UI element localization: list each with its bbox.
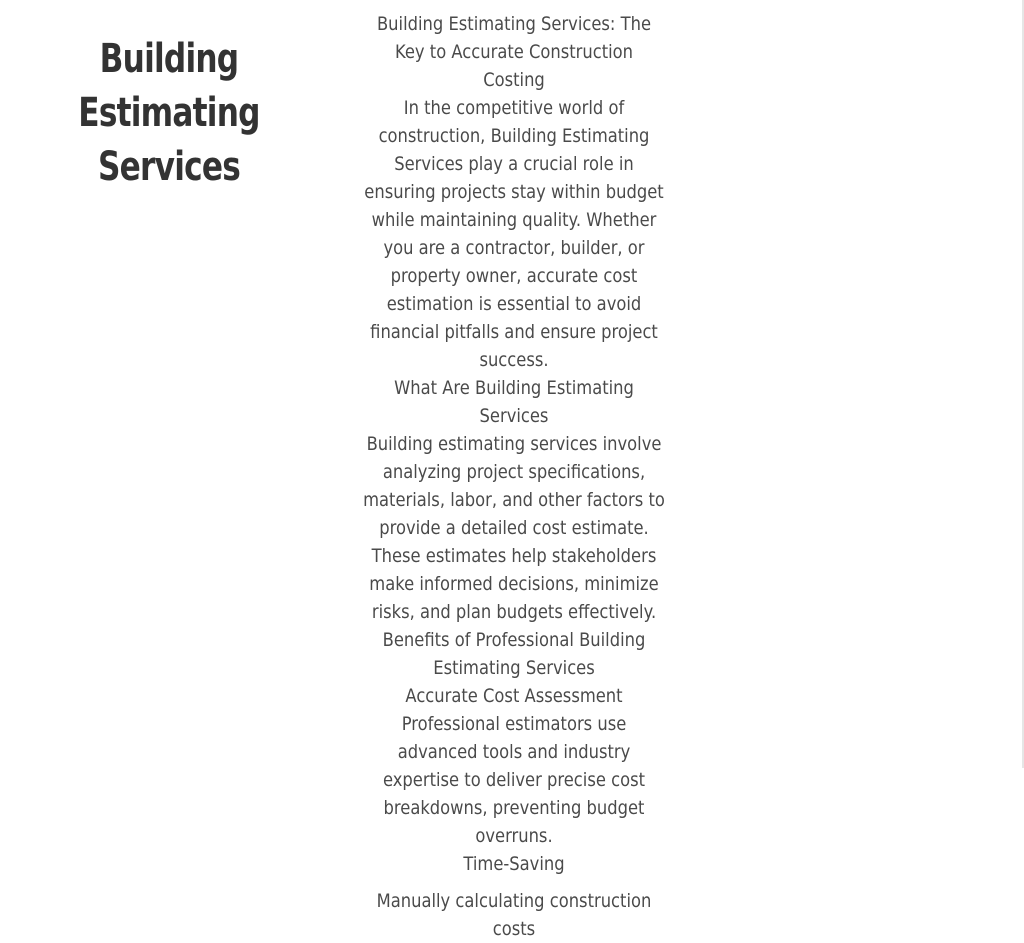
section-heading-what-are: What Are Building Estimating Services (394, 377, 634, 427)
benefit-heading-time-saving: Time-Saving (463, 853, 565, 875)
benefit-heading-accurate-cost: Accurate Cost Assessment (405, 685, 623, 707)
article-body (363, 10, 666, 943)
article-heading: Building Estimating Services: The Key to Accurate Construction Costing (376, 13, 652, 91)
section-paragraph-what-are: Building estimating services involve analyzing project specifications, materials, labor, and other factors to provide a detailed cost estimate. These estimates help stakeholders make informed decisions, minimize risks, and plan budgets effectively. (363, 433, 665, 623)
benefit-paragraph-time-saving: Manually calculating construction costs (376, 890, 652, 940)
section-heading-benefits: Benefits of Professional Building Estimating Services (382, 629, 646, 679)
benefit-paragraph-accurate-cost: Professional estimators use advanced tools and industry expertise to deliver precise cost breakdowns, preventing budget overruns. (382, 713, 645, 847)
intro-paragraph: In the competitive world of construction, Building Estimating Services play a crucial role in ensuring projects stay within budget while maintaining quality. Whether you are a contractor, builder, or property owner, accurate cost estimation is essential to avoid financial pitfalls and ensure project success. (364, 97, 664, 371)
page-title: Building Estimating Services (78, 36, 260, 190)
